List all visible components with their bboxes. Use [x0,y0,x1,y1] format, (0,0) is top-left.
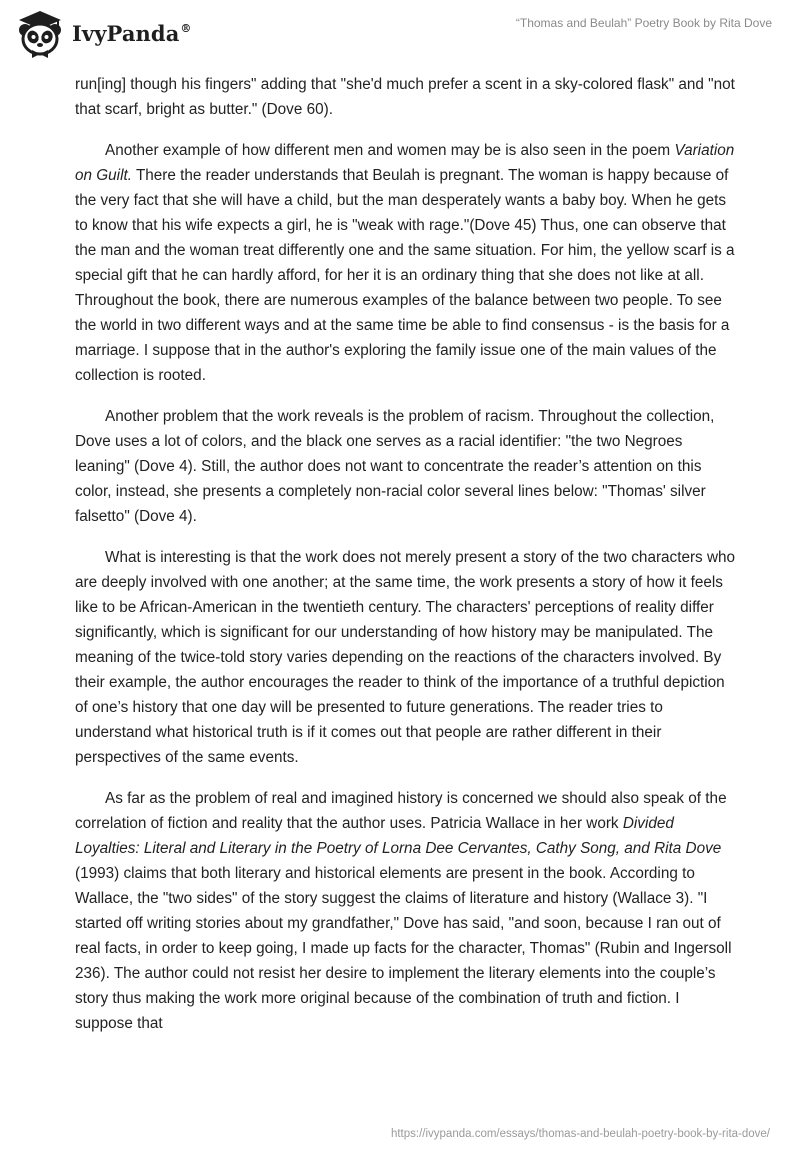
brand-name-text: IvyPanda [72,20,180,46]
paragraph-text: run[ing] though his fingers" adding that "she'd much prefer a scent in a sky-colored flask" and "not that scarf, bright as butter." (Dove 60). [75,76,735,118]
brand-name [72,21,192,46]
paragraph-text: What is interesting is that the work does not merely present a story of the two characters who are deeply involved with one another; at the same time, the work presents a story of how it feels like to be African-American in the twentieth century. The characters' perceptions of reality differ significantly, which is significant for our understanding of how history may be manipulated. The meaning of the twice-told story varies depending on the reactions of the characters involved. By their example, the author encourages the reader to think of the importance of a truthful depiction of one’s history that one day will be presented to future generations. The reader tries to understand what historical truth is if it comes out that people are rather different in their perspectives of the same events. [75,549,736,766]
page-header [0,0,800,70]
essay-paragraph [75,404,735,529]
essay-body [75,72,735,1052]
document-title: “Thomas and Beulah” Poetry Book by Rita Dove [515,16,772,30]
registered-mark: ® [180,21,192,35]
essay-paragraph [75,138,735,388]
work-title-italic: Divided Loyalties: Literal and Literary in the Poetry of Lorna Dee Cervantes, Cathy Song, and Rita Dove [75,815,722,857]
paragraph-text: (1993) claims that both literary and historical elements are present in the book. According to Wallace, the "two sides" of the story suggest the claims of literature and history (Wallace 3). "I started off writing stories about my grandfather," Dove has said, "and soon, because I ran out of real facts, in order to keep going, I made up facts for the character, Thomas" (Rubin and Ingersoll 236). The author could not resist her desire to implement the literary elements into the couple’s story thus making the work more original because of the combination of truth and fiction. I suppose that [75,865,732,1032]
brand-logo[interactable] [14,8,192,58]
work-title-italic: Variation on Guilt. [75,142,735,184]
essay-paragraph [75,545,735,770]
paragraph-text: There the reader understands that Beulah is pregnant. The woman is happy because of the very fact that she will have a child, but the man desperately wants a baby boy. When he gets to know that his wife expects a girl, he is "weak with rage."(Dove 45) Thus, one can observe that the man and the woman treat differently one and the same situation. For him, the yellow scarf is a special gift that he can hardly afford, for her it is an ordinary thing that she does not like at all. Throughout the book, there are numerous examples of the balance between two people. To see the world in two different ways and at the same time be able to find consensus - is the basis for a marriage. I suppose that in the author's exploring the family issue one of the main values of the collection is rooted. [75,167,735,384]
paragraph-text: Another problem that the work reveals is the problem of racism. Throughout the collection, Dove uses a lot of colors, and the black one serves as a racial identifier: "the two Negroes leaning" (Dove 4). Still, the author does not want to concentrate the reader’s attention on this color, instead, she presents a completely non-racial color several lines below: "Thomas' silver falsetto" (Dove 4). [75,408,715,525]
paragraph-text: As far as the problem of real and imagined history is concerned we should also speak of the correlation of fiction and reality that the author uses. Patricia Wallace in her work [75,790,727,832]
page-url[interactable]: https://ivypanda.com/essays/thomas-and-beulah-poetry-book-by-rita-dove/ [390,1128,770,1140]
panda-graduate-icon [14,8,66,58]
paragraph-text: Another example of how different men and women may be is also seen in the poem [105,142,675,159]
essay-paragraph [75,786,735,1036]
essay-paragraph [75,72,735,122]
